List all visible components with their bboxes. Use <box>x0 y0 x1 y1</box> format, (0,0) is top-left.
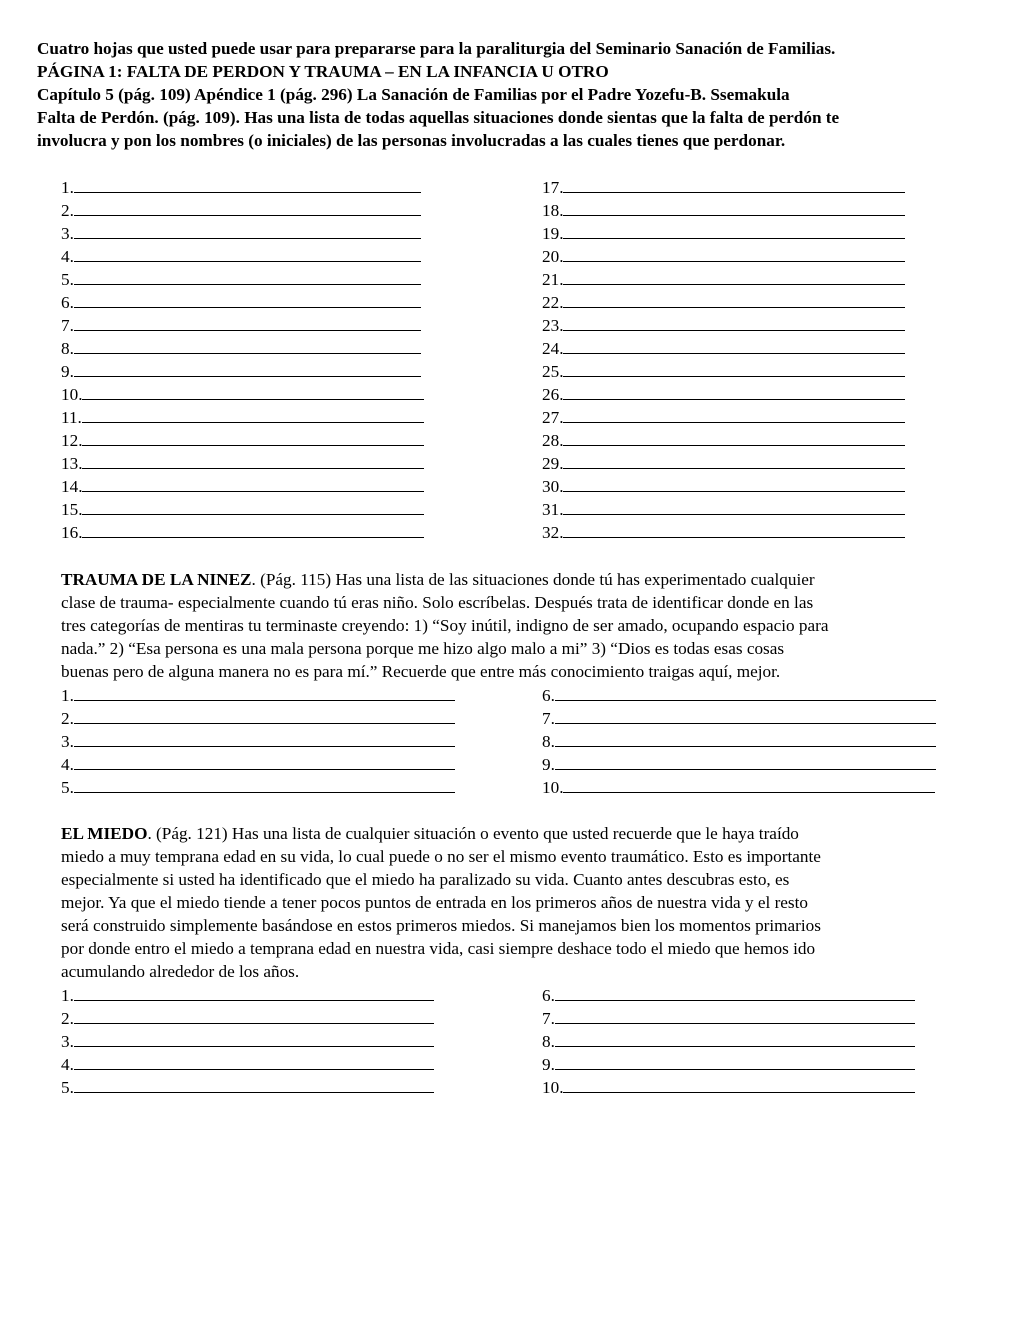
miedo-list <box>61 983 981 1098</box>
write-line[interactable] <box>563 451 905 469</box>
write-line[interactable] <box>563 428 905 446</box>
write-line[interactable] <box>563 221 905 239</box>
write-line[interactable] <box>74 221 421 239</box>
list-item[interactable]: 8. <box>542 1029 915 1052</box>
write-line[interactable] <box>563 474 905 492</box>
list-item[interactable]: 28. <box>542 428 905 451</box>
write-line[interactable] <box>555 1029 915 1047</box>
list-item[interactable]: 19. <box>542 221 905 244</box>
list-item[interactable]: 27. <box>542 405 905 428</box>
header-chapter-reference: Capítulo 5 (pág. 109) Apéndice 1 (pág. 296) La Sanación de Familias por el Padre Yozefu-B. Ssemakula <box>37 85 790 104</box>
write-line[interactable] <box>563 359 905 377</box>
write-line[interactable] <box>563 497 905 515</box>
trauma-section <box>61 568 981 798</box>
write-line[interactable] <box>563 175 905 193</box>
header-perdon-instructions-2: involucra y pon los nombres (o iniciales) de las personas involucradas a las cuales tienes que perdonar. <box>37 131 786 150</box>
list-item[interactable]: 7. <box>542 706 936 729</box>
write-line[interactable] <box>563 520 905 538</box>
miedo-list-right-column <box>542 983 915 1098</box>
page-header <box>37 37 997 152</box>
list-item[interactable]: 7. <box>542 1006 915 1029</box>
list-item[interactable]: 12. <box>61 428 424 451</box>
write-line[interactable] <box>82 520 424 538</box>
write-line[interactable] <box>563 267 905 285</box>
list-item[interactable]: 1. <box>61 983 434 1006</box>
write-line[interactable] <box>555 683 936 701</box>
list-item[interactable]: 25. <box>542 359 905 382</box>
list-item[interactable]: 29. <box>542 451 905 474</box>
list-item[interactable]: 9. <box>542 1052 915 1075</box>
list-item[interactable]: 3. <box>61 1029 434 1052</box>
write-line[interactable] <box>74 290 421 308</box>
miedo-list-left-column <box>61 983 434 1098</box>
write-line[interactable] <box>74 752 455 770</box>
list-item[interactable]: 3. <box>61 221 424 244</box>
list-item[interactable]: 5. <box>61 267 424 290</box>
list-item[interactable]: 6. <box>542 983 915 1006</box>
list-item[interactable]: 10. <box>542 1075 915 1098</box>
list-item[interactable]: 32. <box>542 520 905 543</box>
list-item[interactable]: 21. <box>542 267 905 290</box>
list-item[interactable]: 17. <box>542 175 905 198</box>
list-item[interactable]: 9. <box>61 359 424 382</box>
write-line[interactable] <box>555 706 936 724</box>
header-intro: Cuatro hojas que usted puede usar para prepararse para la paraliturgia del Seminario Sanación de Familias. <box>37 39 836 58</box>
list-item[interactable]: 9. <box>542 752 936 775</box>
write-line[interactable] <box>563 405 905 423</box>
perdon-list-right-column <box>542 175 905 543</box>
list-item[interactable]: 3. <box>61 729 455 752</box>
list-item[interactable]: 18. <box>542 198 905 221</box>
list-item[interactable]: 7. <box>61 313 424 336</box>
perdon-list <box>61 175 981 543</box>
write-line[interactable] <box>555 1006 915 1024</box>
write-line[interactable] <box>555 1052 915 1070</box>
trauma-list <box>61 683 981 798</box>
list-item[interactable]: 5. <box>61 1075 434 1098</box>
write-line[interactable] <box>563 313 905 331</box>
list-item[interactable]: 10. <box>61 382 424 405</box>
write-line[interactable] <box>74 359 421 377</box>
list-item[interactable]: 23. <box>542 313 905 336</box>
list-item[interactable]: 13. <box>61 451 424 474</box>
trauma-list-right-column <box>542 683 936 798</box>
write-line[interactable] <box>74 1052 434 1070</box>
trauma-title: TRAUMA DE LA NINEZ <box>61 570 252 589</box>
list-item[interactable]: 2. <box>61 1006 434 1029</box>
list-item[interactable]: 5. <box>61 775 455 798</box>
write-line[interactable] <box>563 290 905 308</box>
list-item[interactable]: 8. <box>542 729 936 752</box>
list-item[interactable]: 20. <box>542 244 905 267</box>
write-line[interactable] <box>74 983 434 1001</box>
header-page-title: PÁGINA 1: FALTA DE PERDON Y TRAUMA – EN LA INFANCIA U OTRO <box>37 62 609 81</box>
write-line[interactable] <box>74 244 421 262</box>
list-item[interactable]: 14. <box>61 474 424 497</box>
header-perdon-instructions-1: Falta de Perdón. (pág. 109). Has una lista de todas aquellas situaciones donde sientas que la falta de perdón te <box>37 108 840 127</box>
list-item[interactable]: 8. <box>61 336 424 359</box>
miedo-description: EL MIEDO. (Pág. 121) Has una lista de cualquier situación o evento que usted recuerde que le haya traído miedo a muy temprana edad en su vida, lo cual puede o no ser el mismo evento traumático. Esto es importante especialmente si usted ha identificado que el miedo ha paralizado su vida. Cuanto antes descubras esto, es mejor. Ya que el miedo tiende a tener pocos puntos de entrada en los primeros años de nuestra vida y el resto será construido simplemente basándose en estos primeros miedos. Si manejamos bien los momentos primarios por donde entro el miedo a temprana edad en nuestra vida, casi siempre deshace todo el miedo que hemos ido acumulando alrededor de los años. <box>61 824 821 981</box>
list-item[interactable]: 24. <box>542 336 905 359</box>
list-item[interactable]: 4. <box>61 244 424 267</box>
write-line[interactable] <box>74 267 421 285</box>
write-line[interactable] <box>74 683 455 701</box>
write-line[interactable] <box>74 1029 434 1047</box>
write-line[interactable] <box>563 382 905 400</box>
write-line[interactable] <box>82 451 424 469</box>
list-item[interactable]: 4. <box>61 1052 434 1075</box>
list-item[interactable]: 31. <box>542 497 905 520</box>
write-line[interactable] <box>74 336 421 354</box>
list-item[interactable]: 10. <box>542 775 936 798</box>
write-line[interactable] <box>82 428 424 446</box>
list-item[interactable]: 22. <box>542 290 905 313</box>
write-line[interactable] <box>74 313 421 331</box>
write-line[interactable] <box>74 175 421 193</box>
miedo-title: EL MIEDO <box>61 824 148 843</box>
trauma-list-left-column <box>61 683 455 798</box>
miedo-section <box>61 822 981 1098</box>
perdon-list-left-column <box>61 175 424 543</box>
write-line[interactable] <box>82 382 424 400</box>
write-line[interactable] <box>74 1075 434 1093</box>
trauma-description: TRAUMA DE LA NINEZ. (Pág. 115) Has una lista de las situaciones donde tú has experimentado cualquier clase de trauma- especialmente cuando tú eras niño. Solo escríbelas. Después trata de identificar donde en las tres categorías de mentiras tu terminaste creyendo: 1) “Soy inútil, indigno de ser amado, ocupando espacio para nada.” 2) “Esa persona es una mala persona porque me hizo algo malo a mi” 3) “Dios es todas esas cosas buenas pero de alguna manera no es para mí.” Recuerde que entre más conocimiento traigas aquí, mejor. <box>61 570 829 681</box>
list-item[interactable]: 6. <box>542 683 936 706</box>
write-line[interactable] <box>74 775 455 793</box>
write-line[interactable] <box>74 706 455 724</box>
write-line[interactable] <box>555 729 936 747</box>
write-line[interactable] <box>563 775 935 793</box>
write-line[interactable] <box>563 198 905 216</box>
list-item[interactable]: 26. <box>542 382 905 405</box>
list-item[interactable]: 4. <box>61 752 455 775</box>
list-item[interactable]: 1. <box>61 175 424 198</box>
write-line[interactable] <box>82 405 424 423</box>
write-line[interactable] <box>555 752 936 770</box>
list-item[interactable]: 6. <box>61 290 424 313</box>
list-item[interactable]: 2. <box>61 198 424 221</box>
list-item[interactable]: 15. <box>61 497 424 520</box>
list-item[interactable]: 11. <box>61 405 424 428</box>
list-item[interactable]: 2. <box>61 706 455 729</box>
write-line[interactable] <box>74 729 455 747</box>
list-item[interactable]: 1. <box>61 683 455 706</box>
write-line[interactable] <box>82 497 424 515</box>
write-line[interactable] <box>563 336 905 354</box>
list-item[interactable]: 16. <box>61 520 424 543</box>
write-line[interactable] <box>555 983 915 1001</box>
write-line[interactable] <box>563 244 905 262</box>
list-item[interactable]: 30. <box>542 474 905 497</box>
write-line[interactable] <box>74 198 421 216</box>
write-line[interactable] <box>74 1006 434 1024</box>
write-line[interactable] <box>563 1075 915 1093</box>
write-line[interactable] <box>82 474 424 492</box>
